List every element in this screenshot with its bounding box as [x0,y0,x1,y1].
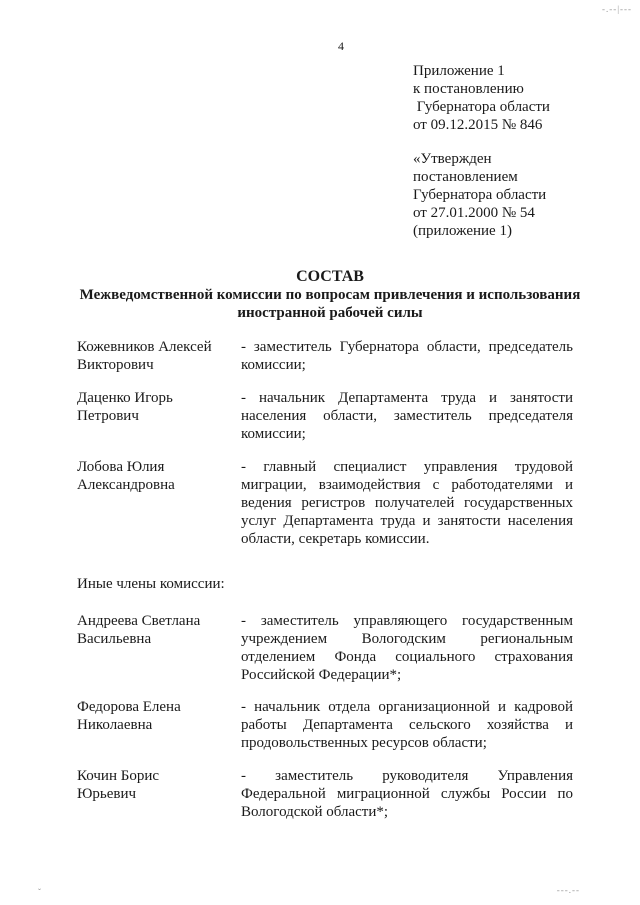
member-name [77,338,237,374]
member-role-line: миграции, взаимодействия с работодателями и [241,477,573,493]
member-name [77,458,237,494]
member-role-line: Вологодской области*; [241,804,389,820]
approval-line: Губернатора области [413,187,547,203]
member-name [77,389,237,425]
member-role-line: комиссии; [241,357,306,373]
member-role-line: - заместитель руководителя Управления [241,768,573,784]
scan-mark-bottom-right: ---.-- [556,885,580,895]
scan-mark-bottom-left: ˇ [38,887,42,897]
member-role-line: Федеральной миграционной службы России по [241,786,573,802]
member-role-line: учреждением Вологодским региональным [241,631,573,647]
scan-mark-top-right: -.--|--- [601,4,632,14]
appendix-line: от 09.12.2015 № 846 [413,117,543,133]
appendix-reference [413,62,613,134]
member-role-line: населения области, заместитель председателя [241,408,573,424]
member-name [77,698,237,734]
member-name-line: Даценко Игорь [77,390,173,406]
other-members-label: Иные члены комиссии: [77,576,225,592]
member-role-line: продовольственных ресурсов области; [241,735,487,751]
member-role-line: - главный специалист управления трудовой [241,459,573,475]
appendix-line: Приложение 1 [413,63,505,79]
approval-line: постановлением [413,169,518,185]
member-role [241,767,573,821]
member-name-line: Николаевна [77,717,153,733]
member-role-line: - начальник отдела организационной и кадровой [241,699,573,715]
member-name-line: Федорова Елена [77,699,181,715]
member-role-line: отделением Фонда социального страхования [241,649,573,665]
member-role-line: - начальник Департамента труда и занятости [241,390,573,406]
approval-line: от 27.01.2000 № 54 [413,205,535,221]
member-name-line: Юрьевич [77,786,137,802]
member-role [241,612,573,684]
member-role-line: работы Департамента сельского хозяйства и [241,717,573,733]
member-name-line: Александровна [77,477,175,493]
member-role [241,338,573,374]
member-role-line: - заместитель Губернатора области, председатель [241,339,573,355]
member-name-line: Кожевников Алексей [77,339,212,355]
appendix-line: Губернатора области [413,99,550,115]
member-role-line: Российской Федерации*; [241,667,402,683]
document-subtitle-line: Межведомственной комиссии по вопросам привлечения и использования [79,287,581,303]
member-name-line: Петрович [77,408,139,424]
document-subtitle-line: иностранной рабочей силы [237,305,423,321]
member-name [77,767,237,803]
document-heading [60,268,600,322]
document-title: СОСТАВ [296,268,364,285]
member-role [241,458,573,548]
appendix-line: к постановлению [413,81,524,97]
member-name-line: Андреева Светлана [77,613,201,629]
approval-line: «Утвержден [413,151,492,167]
member-name-line: Кочин Борис [77,768,160,784]
member-role [241,698,573,752]
member-role-line: ведения регистров получателей государственных [241,495,573,511]
member-name-line: Васильевна [77,631,152,647]
member-name-line: Лобова Юлия [77,459,165,475]
member-role-line: услуг Департамента труда и занятости населения [241,513,573,529]
member-name [77,612,237,648]
member-role-line: - заместитель управляющего государственным [241,613,573,629]
member-role-line: области, секретарь комиссии. [241,531,430,547]
member-role [241,389,573,443]
approval-line: (приложение 1) [413,223,512,239]
approval-reference [413,150,613,240]
member-name-line: Викторович [77,357,154,373]
page-number: 4 [338,39,344,53]
member-role-line: комиссии; [241,426,306,442]
